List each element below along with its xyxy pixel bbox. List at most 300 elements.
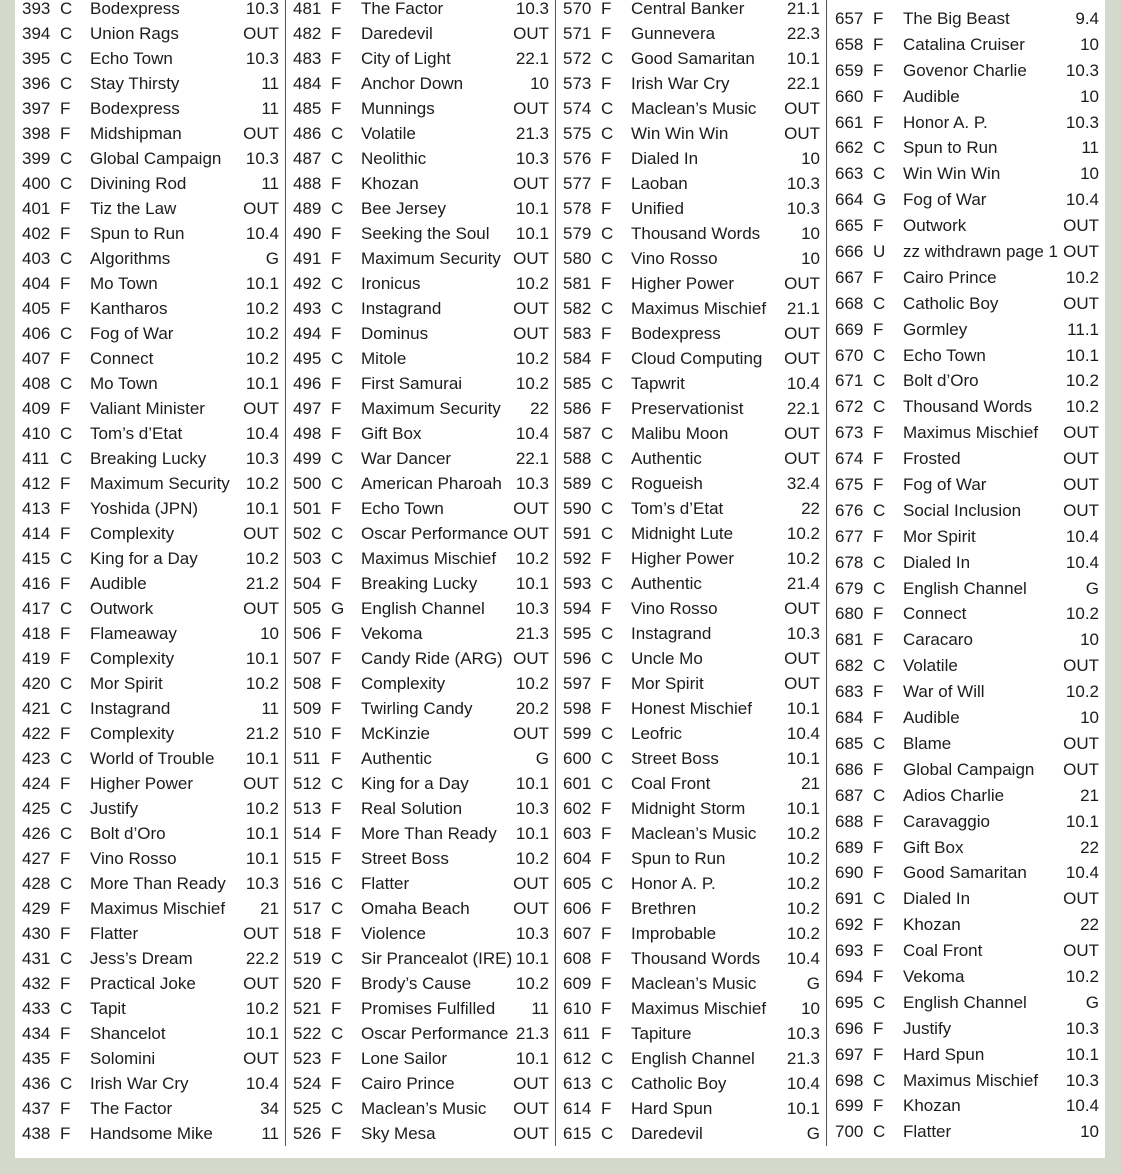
horse-name: Violence	[361, 924, 426, 943]
sex-code: F	[873, 811, 884, 831]
entry-number: 689	[835, 837, 864, 857]
result-value: OUT	[784, 349, 820, 368]
entry-number: 399	[22, 149, 51, 168]
result-value: 10.2	[1065, 267, 1099, 287]
horse-name: Spun to Run	[903, 138, 998, 158]
result-value: OUT	[513, 724, 549, 743]
result-value: 10.3	[515, 474, 549, 493]
sex-code: C	[60, 374, 73, 393]
horse-name: World of Trouble	[90, 749, 215, 768]
horse-name: Dominus	[361, 324, 429, 343]
table-row	[286, 171, 555, 196]
entry-number: 398	[22, 124, 51, 143]
entry-number: 658	[835, 34, 864, 54]
sex-code: F	[601, 949, 612, 968]
sex-code: C	[331, 1099, 344, 1118]
horse-name: Preservationist	[631, 399, 744, 418]
entry-number: 512	[293, 774, 322, 793]
entry-number: 572	[563, 49, 592, 68]
sex-code: F	[60, 624, 71, 643]
result-value: OUT	[243, 199, 279, 218]
result-value: OUT	[243, 1049, 279, 1068]
entry-number: 687	[835, 785, 864, 805]
table-row	[15, 1096, 285, 1121]
table-row	[15, 696, 285, 721]
sex-code: C	[60, 674, 73, 693]
sex-code: C	[873, 656, 886, 676]
horse-name: Hard Spun	[903, 1044, 985, 1064]
result-value: 10.2	[786, 549, 820, 568]
horse-name: Catholic Boy	[631, 1074, 727, 1093]
result-value: 10.2	[515, 674, 549, 693]
result-value: OUT	[513, 324, 549, 343]
sex-code: C	[60, 874, 73, 893]
entry-number: 680	[835, 604, 864, 624]
horse-name: McKinzie	[361, 724, 430, 743]
sex-code: C	[601, 1124, 614, 1143]
entry-number: 578	[563, 199, 592, 218]
result-value: 10.1	[515, 224, 549, 243]
entry-number: 685	[835, 733, 864, 753]
horse-name: Spun to Run	[631, 849, 726, 868]
entry-number: 523	[293, 1049, 322, 1068]
entry-number: 615	[563, 1124, 592, 1143]
table-row	[15, 271, 285, 296]
entry-number: 516	[293, 874, 322, 893]
result-value: 10.4	[786, 1074, 820, 1093]
horse-name: Flatter	[361, 874, 410, 893]
sex-code: F	[601, 924, 612, 943]
entry-number: 583	[563, 324, 592, 343]
result-value: 10.3	[245, 149, 279, 168]
entry-number: 495	[293, 349, 322, 368]
horse-name: Khozan	[903, 1096, 961, 1116]
horse-name: Mo Town	[90, 274, 158, 293]
result-value: 10.3	[1065, 1018, 1099, 1038]
entry-number: 589	[563, 474, 592, 493]
table-row	[556, 921, 826, 946]
result-value: 21.3	[786, 1049, 820, 1068]
result-value: OUT	[1063, 423, 1099, 443]
result-value: 10.3	[1065, 112, 1099, 132]
sex-code: C	[601, 474, 614, 493]
horse-name: City of Light	[361, 49, 451, 68]
entry-number: 521	[293, 999, 322, 1018]
entry-number: 417	[22, 599, 51, 618]
table-row	[828, 1119, 1105, 1145]
horse-name: Maclean’s Music	[631, 824, 757, 843]
entry-number: 571	[563, 24, 592, 43]
result-value: G	[1085, 992, 1099, 1012]
table-row	[556, 71, 826, 96]
result-value: OUT	[513, 524, 549, 543]
horse-name: Munnings	[361, 99, 435, 118]
table-row	[556, 521, 826, 546]
result-value: G	[806, 1124, 820, 1143]
result-value: 10.2	[1065, 371, 1099, 391]
horse-name: Maximus Mischief	[903, 423, 1039, 443]
result-value: 10.2	[1065, 397, 1099, 417]
table-row	[828, 58, 1105, 84]
horse-name: Win Win Win	[631, 124, 729, 143]
sex-code: F	[873, 319, 884, 339]
sex-code: F	[873, 759, 884, 779]
horse-name: Global Campaign	[90, 149, 222, 168]
sex-code: F	[873, 475, 884, 495]
horse-name: Malibu Moon	[631, 424, 729, 443]
horse-name: Brody’s Cause	[361, 974, 472, 993]
sex-code: F	[873, 34, 884, 54]
table-row	[15, 396, 285, 421]
horse-name: Bolt d’Oro	[903, 371, 979, 391]
result-value: 10.2	[245, 474, 279, 493]
result-value: OUT	[513, 649, 549, 668]
table-row	[15, 646, 285, 671]
result-value: 21	[801, 774, 820, 793]
horse-name: Gunnevera	[631, 24, 716, 43]
horse-name: Outwork	[903, 216, 967, 236]
sex-code: F	[601, 399, 612, 418]
result-value: 21.3	[515, 624, 549, 643]
table-row	[556, 96, 826, 121]
horse-name: Tapwrit	[631, 374, 685, 393]
horse-name: Divining Rod	[90, 174, 187, 193]
entry-number: 585	[563, 374, 592, 393]
horse-name: Street Boss	[631, 749, 719, 768]
result-value: 22.3	[786, 24, 820, 43]
entry-number: 493	[293, 299, 322, 318]
sex-code: C	[331, 1024, 344, 1043]
entry-number: 410	[22, 424, 51, 443]
entry-number: 576	[563, 149, 592, 168]
entry-number: 592	[563, 549, 592, 568]
table-row	[828, 1042, 1105, 1068]
horse-name: Bee Jersey	[361, 199, 447, 218]
table-row	[286, 971, 555, 996]
result-value: 22.1	[786, 399, 820, 418]
result-value: 10.2	[515, 849, 549, 868]
table-row	[286, 0, 555, 21]
result-value: 10.2	[515, 274, 549, 293]
sex-code: F	[873, 86, 884, 106]
result-value: 10.3	[1065, 60, 1099, 80]
horse-name: Echo Town	[903, 345, 986, 365]
table-row	[286, 921, 555, 946]
sex-code: F	[60, 849, 71, 868]
table-row	[286, 1096, 555, 1121]
entry-number: 682	[835, 656, 864, 676]
entry-number: 408	[22, 374, 51, 393]
entry-number: 580	[563, 249, 592, 268]
table-row	[15, 0, 285, 21]
sex-code: F	[873, 60, 884, 80]
result-value: OUT	[1063, 759, 1099, 779]
sex-code: C	[331, 774, 344, 793]
sex-code: F	[60, 474, 71, 493]
sex-code: C	[60, 324, 73, 343]
horse-name: Maximum Security	[90, 474, 230, 493]
result-value: 10.1	[245, 849, 279, 868]
horse-name: The Factor	[361, 0, 444, 18]
table-row	[15, 946, 285, 971]
entry-number: 490	[293, 224, 322, 243]
horse-name: Street Boss	[361, 849, 449, 868]
table-row	[828, 368, 1105, 394]
sex-code: F	[601, 1024, 612, 1043]
table-row	[828, 161, 1105, 187]
horse-name: Cairo Prince	[903, 267, 997, 287]
entry-number: 695	[835, 992, 864, 1012]
table-row	[556, 171, 826, 196]
sex-code: C	[601, 524, 614, 543]
table-row	[286, 1021, 555, 1046]
horse-name: Irish War Cry	[631, 74, 730, 93]
table-row	[15, 521, 285, 546]
entry-number: 505	[293, 599, 322, 618]
table-row	[15, 321, 285, 346]
table-row	[15, 246, 285, 271]
horse-name: Adios Charlie	[903, 785, 1005, 805]
result-value: 10.4	[515, 424, 549, 443]
table-row	[828, 187, 1105, 213]
table-row	[828, 601, 1105, 627]
entry-number: 600	[563, 749, 592, 768]
table-row	[286, 871, 555, 896]
sex-code: G	[331, 599, 345, 618]
horse-name: Maclean’s Music	[631, 99, 757, 118]
entry-number: 664	[835, 190, 864, 210]
sex-code: F	[60, 524, 71, 543]
sex-code: C	[601, 99, 614, 118]
sex-code: C	[331, 899, 344, 918]
entry-number: 403	[22, 249, 51, 268]
result-value: 10.2	[245, 299, 279, 318]
entry-number: 608	[563, 949, 592, 968]
result-value: 34	[260, 1099, 279, 1118]
table-row	[15, 371, 285, 396]
table-row	[15, 496, 285, 521]
table-row	[556, 296, 826, 321]
sex-code: F	[60, 299, 71, 318]
result-value: 10.1	[245, 374, 279, 393]
results-sheet	[15, 0, 1105, 1158]
sex-code: C	[331, 274, 344, 293]
result-value: 10.3	[786, 199, 820, 218]
entry-number: 671	[835, 371, 864, 391]
sex-code: C	[601, 374, 614, 393]
table-row	[556, 246, 826, 271]
table-row	[286, 1121, 555, 1146]
entry-number: 614	[563, 1099, 592, 1118]
horse-name: Cloud Computing	[631, 349, 763, 368]
table-row	[556, 371, 826, 396]
entry-number: 483	[293, 49, 322, 68]
table-row	[15, 146, 285, 171]
horse-name: Maximus Mischief	[903, 1070, 1039, 1090]
horse-name: Vino Rosso	[90, 849, 177, 868]
table-row	[286, 71, 555, 96]
table-row	[556, 821, 826, 846]
entry-number: 431	[22, 949, 51, 968]
sex-code: C	[601, 574, 614, 593]
horse-name: Good Samaritan	[903, 863, 1027, 883]
sex-code: C	[601, 1074, 614, 1093]
entry-number: 508	[293, 674, 322, 693]
table-row	[15, 796, 285, 821]
horse-name: English Channel	[631, 1049, 755, 1068]
result-value: 11	[261, 174, 279, 193]
table-row	[15, 196, 285, 221]
sex-code: G	[873, 190, 887, 210]
result-value: 11	[261, 699, 279, 718]
table-row	[15, 296, 285, 321]
entry-number: 487	[293, 149, 322, 168]
horse-name: Yoshida (JPN)	[90, 499, 199, 518]
result-value: OUT	[784, 124, 820, 143]
table-row	[15, 921, 285, 946]
results-column-4	[828, 6, 1105, 1145]
sex-code: C	[873, 164, 886, 184]
sex-code: C	[60, 749, 73, 768]
table-row	[556, 1121, 826, 1146]
entry-number: 437	[22, 1099, 51, 1118]
result-value: OUT	[784, 99, 820, 118]
table-row	[556, 1021, 826, 1046]
horse-name: Flatter	[90, 924, 139, 943]
sex-code: F	[873, 449, 884, 469]
sex-code: C	[331, 874, 344, 893]
horse-name: English Channel	[361, 599, 485, 618]
table-row	[15, 671, 285, 696]
table-row	[286, 221, 555, 246]
table-row	[828, 783, 1105, 809]
horse-name: Valiant Minister	[90, 399, 205, 418]
sex-code: F	[873, 966, 884, 986]
table-row	[828, 1016, 1105, 1042]
sex-code: F	[331, 749, 342, 768]
result-value: 10.1	[786, 1099, 820, 1118]
entry-number: 396	[22, 74, 51, 93]
entry-number: 489	[293, 199, 322, 218]
horse-name: More Than Ready	[361, 824, 497, 843]
sex-code: F	[601, 24, 612, 43]
table-row	[556, 621, 826, 646]
result-value: 10	[1080, 1122, 1099, 1142]
result-value: 10.1	[515, 949, 549, 968]
table-row	[15, 221, 285, 246]
horse-name: Seeking the Soul	[361, 224, 490, 243]
horse-name: Oscar Performance	[361, 524, 509, 543]
result-value: 10.1	[515, 199, 549, 218]
sex-code: F	[331, 0, 342, 18]
table-row	[828, 964, 1105, 990]
entry-number: 681	[835, 630, 864, 650]
entry-number: 698	[835, 1070, 864, 1090]
result-value: 11.1	[1067, 319, 1099, 339]
sex-code: F	[60, 199, 71, 218]
table-row	[286, 746, 555, 771]
horse-name: Central Banker	[631, 0, 745, 18]
entry-number: 606	[563, 899, 592, 918]
horse-name: Higher Power	[90, 774, 193, 793]
sex-code: F	[60, 99, 71, 118]
table-row	[828, 446, 1105, 472]
horse-name: Fog of War	[90, 324, 174, 343]
sex-code: F	[331, 1049, 342, 1068]
horse-name: Bodexpress	[90, 0, 180, 18]
horse-name: Khozan	[903, 915, 961, 935]
entry-number: 418	[22, 624, 51, 643]
horse-name: Omaha Beach	[361, 899, 470, 918]
entry-number: 515	[293, 849, 322, 868]
table-row	[15, 971, 285, 996]
sex-code: C	[873, 889, 886, 909]
sex-code: C	[601, 649, 614, 668]
horse-name: Catholic Boy	[903, 293, 999, 313]
entry-number: 400	[22, 174, 51, 193]
table-row	[828, 32, 1105, 58]
horse-name: Ironicus	[361, 274, 421, 293]
entry-number: 524	[293, 1074, 322, 1093]
result-value: 10.3	[786, 624, 820, 643]
table-row	[828, 110, 1105, 136]
result-value: 10.3	[786, 1024, 820, 1043]
result-value: 22	[1080, 837, 1099, 857]
table-row	[556, 46, 826, 71]
entry-number: 586	[563, 399, 592, 418]
entry-number: 599	[563, 724, 592, 743]
result-value: 10	[801, 149, 820, 168]
table-row	[828, 1093, 1105, 1119]
horse-name: Blame	[903, 733, 952, 753]
horse-name: Union Rags	[90, 24, 179, 43]
horse-name: Tom’s d’Etat	[90, 424, 183, 443]
sex-code: C	[331, 199, 344, 218]
sex-code: C	[873, 138, 886, 158]
entry-number: 604	[563, 849, 592, 868]
horse-name: Gift Box	[903, 837, 964, 857]
sex-code: C	[60, 1074, 73, 1093]
sex-code: C	[873, 552, 886, 572]
horse-name: Volatile	[361, 124, 416, 143]
sex-code: F	[331, 799, 342, 818]
sex-code: F	[601, 849, 612, 868]
table-row	[15, 721, 285, 746]
sex-code: F	[331, 924, 342, 943]
entry-number: 657	[835, 9, 864, 28]
table-row	[15, 996, 285, 1021]
sex-code: F	[60, 1024, 71, 1043]
horse-name: Dialed In	[903, 552, 971, 572]
horse-name: Instagrand	[90, 699, 171, 718]
table-row	[556, 846, 826, 871]
entry-number: 433	[22, 999, 51, 1018]
sex-code: F	[601, 199, 612, 218]
result-value: 10.2	[786, 924, 820, 943]
sex-code: F	[331, 499, 342, 518]
result-value: 10.2	[786, 524, 820, 543]
result-value: 10.4	[786, 949, 820, 968]
horse-name: Maximum Security	[361, 249, 501, 268]
horse-name: Flameaway	[90, 624, 177, 643]
entry-number: 675	[835, 475, 864, 495]
entry-number: 420	[22, 674, 51, 693]
horse-name: Caravaggio	[903, 811, 990, 831]
table-row	[828, 213, 1105, 239]
horse-name: Volatile	[903, 656, 958, 676]
result-value: 22	[530, 399, 549, 418]
sex-code: C	[601, 749, 614, 768]
